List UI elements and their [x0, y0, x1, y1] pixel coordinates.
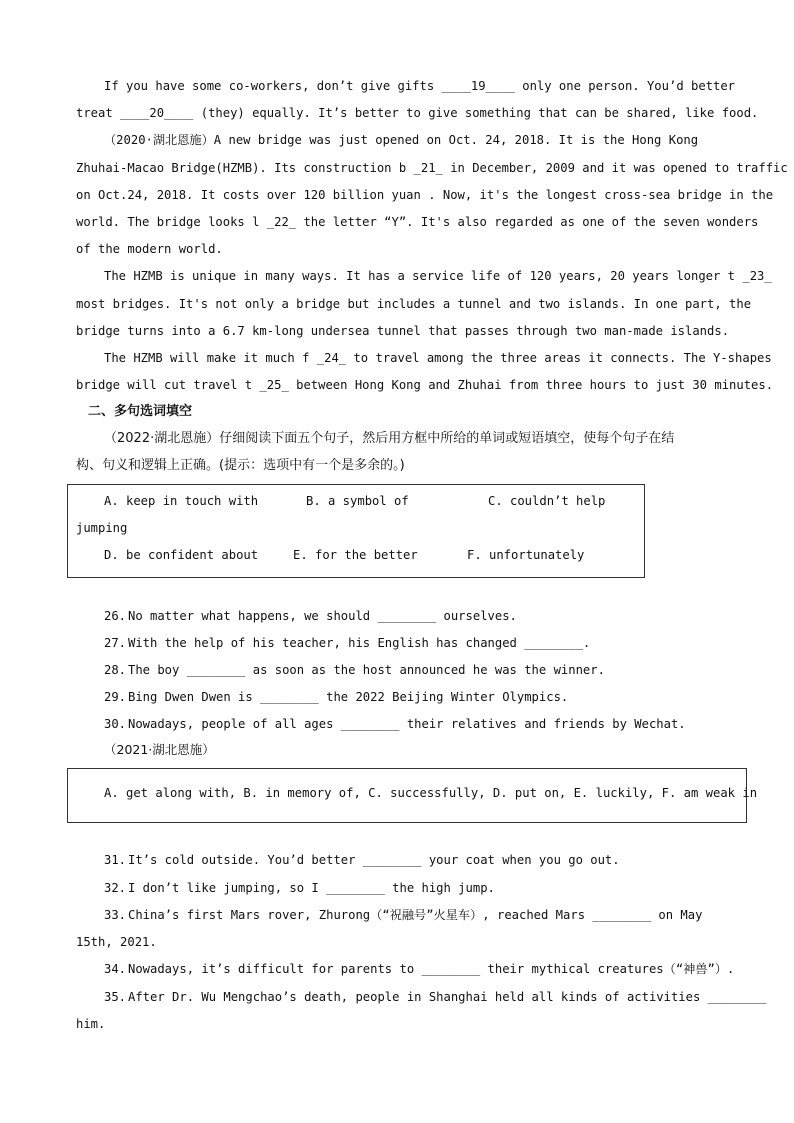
passage-line: bridge will cut travel t _25_ between Hong Kong and Zhuhai from three hours to just 30 minutes.	[76, 378, 774, 392]
question-26: 26. No matter what happens, we should ________ ourselves.	[104, 609, 517, 623]
option-a: A. keep in touch with	[104, 494, 259, 508]
question-32: 32. I don’t like jumping, so I ________ the high jump.	[104, 881, 495, 895]
question-29: 29. Bing Dwen Dwen is ________ the 2022 Beijing Winter Olympics.	[104, 690, 569, 704]
passage-line: The HZMB will make it much f _24_ to travel among the three areas it connects. The Y-shapes	[104, 351, 772, 365]
question-34: 34. Nowadays, it’s difficult for parents to ________ their mythical creatures（“神兽”）.	[104, 962, 735, 976]
source-label: （2021·湖北恩施）	[104, 742, 215, 757]
passage-line: If you have some co-workers, don’t give gifts ____19____ only one person. You’d better	[104, 79, 736, 93]
passage-line: world. The bridge looks l _22_ the letter “Y”. It's also regarded as one of the seven wonders	[76, 215, 759, 229]
passage-line: Zhuhai-Macao Bridge(HZMB). Its construction b _21_ in December, 2009 and it was opened to traffic	[76, 161, 788, 175]
passage-line: treat ____20____ (they) equally. It’s better to give something that can be shared, like food.	[76, 106, 759, 120]
question-31: 31. It’s cold outside. You’d better ________ your coat when you go out.	[104, 853, 620, 867]
passage-line: of the modern world.	[76, 242, 223, 256]
option-box-2	[67, 768, 758, 823]
option-f: F. unfortunately	[467, 548, 585, 562]
question-33: 33. China’s first Mars rover, Zhurong（“祝融号”火星车）, reached Mars ________ on May	[104, 908, 703, 922]
question-28: 28. The boy ________ as soon as the host announced he was the winner.	[104, 663, 605, 677]
option-b: B. a symbol of	[306, 494, 409, 508]
option-box	[67, 484, 645, 578]
instruction-line: 构、句义和逻辑上正确。(提示：选项中有一个是多余的。)	[76, 458, 405, 473]
question-35: 35. After Dr. Wu Mengchao’s death, people in Shanghai held all kinds of activities ________	[104, 990, 767, 1004]
option-c-cont: jumping	[76, 521, 128, 535]
option-list: A. get along with, B. in memory of, C. successfully, D. put on, E. luckily, F. am weak in	[104, 786, 758, 800]
instruction-line: （2022·湖北恩施）仔细阅读下面五个句子，然后用方框中所给的单词或短语填空，使每个句子在结	[104, 431, 675, 446]
passage-line: The HZMB is unique in many ways. It has a service life of 120 years, 20 years longer t _23_	[104, 269, 772, 283]
option-d: D. be confident about	[104, 548, 259, 562]
option-c: C. couldn’t help	[488, 494, 606, 508]
question-30: 30. Nowadays, people of all ages ________ their relatives and friends by Wechat.	[104, 717, 686, 731]
passage-line: bridge turns into a 6.7 km-long undersea tunnel that passes through two man-made islands.	[76, 324, 730, 338]
option-e: E. for the better	[293, 548, 418, 562]
passage-line: （2020·湖北恩施）A new bridge was just opened on Oct. 24, 2018. It is the Hong Kong	[104, 133, 699, 147]
question-27: 27. With the help of his teacher, his English has changed ________.	[104, 636, 591, 650]
question-33-cont: 15th, 2021.	[76, 935, 157, 949]
passage-line: most bridges. It's not only a bridge but includes a tunnel and two islands. In one part, the	[76, 297, 752, 311]
section-heading: 二、多句选词填空	[88, 404, 193, 419]
question-35-cont: him.	[76, 1017, 106, 1031]
passage-line: on Oct.24, 2018. It costs over 120 billion yuan . Now, it's the longest cross-sea bridge in the	[76, 188, 774, 202]
